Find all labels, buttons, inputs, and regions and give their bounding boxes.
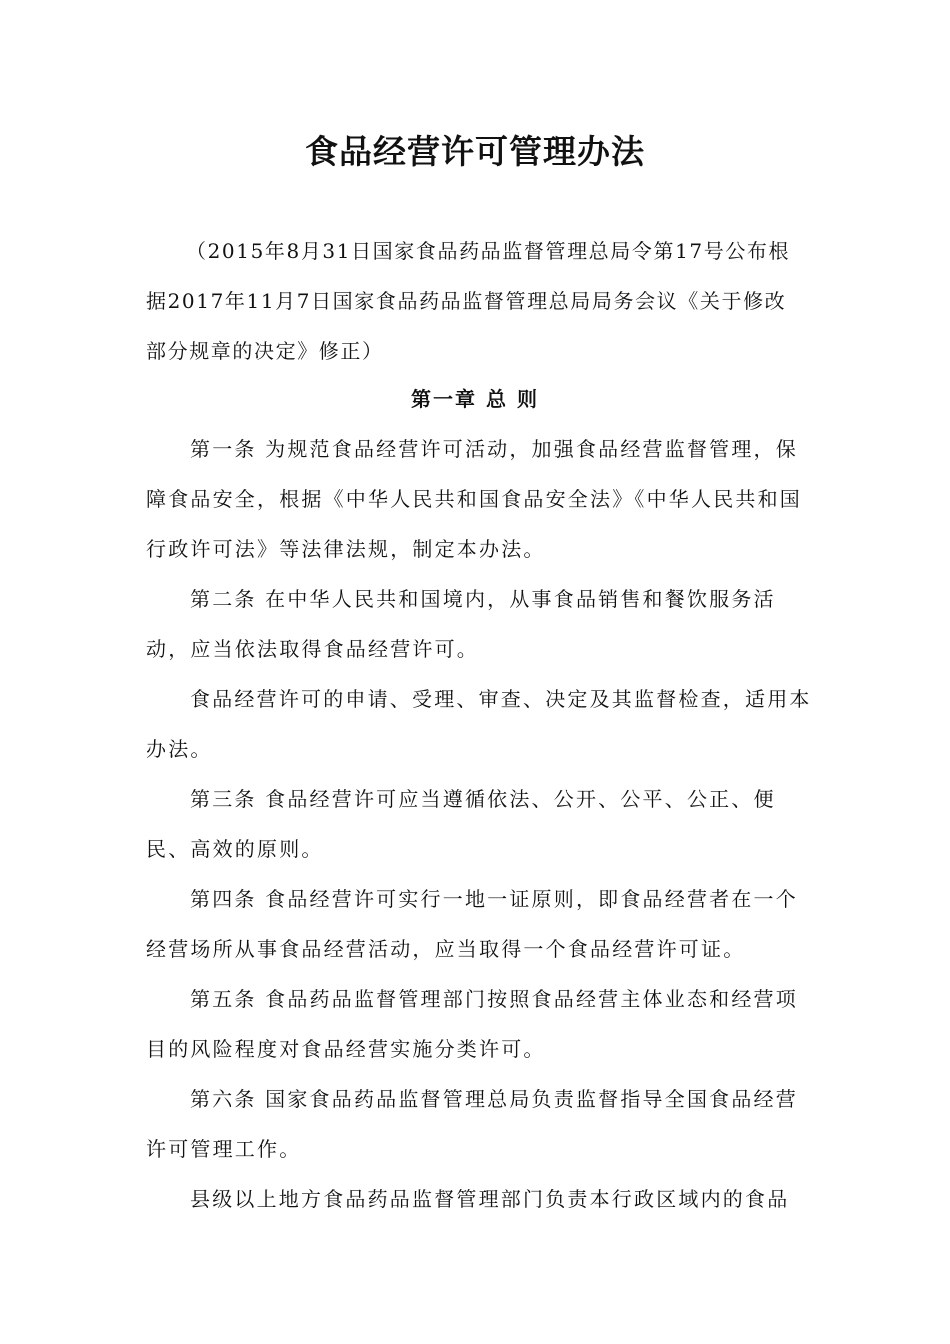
article-list bbox=[146, 424, 818, 1224]
article-5: 第五条 食品药品监督管理部门按照食品经营主体业态和经营项目的风险程度对食品经营实施分类许可。 bbox=[146, 987, 798, 1061]
publication-note: （2015年8月31日国家食品药品监督管理总局令第17号公布根据2017年11月7日国家食品药品监督管理总局局务会议《关于修改部分规章的决定》修正） bbox=[146, 239, 791, 363]
article-4: 第四条 食品经营许可实行一地一证原则，即食品经营者在一个经营场所从事食品经营活动，应当取得一个食品经营许可证。 bbox=[146, 887, 798, 961]
document-title: 食品经营许可管理办法 bbox=[305, 132, 645, 171]
chapter-heading: 第一章 总 则 bbox=[411, 387, 539, 411]
article-2: 第二条 在中华人民共和国境内，从事食品销售和餐饮服务活动，应当依法取得食品经营许可。 bbox=[146, 587, 776, 661]
article-6-paragraph: 县级以上地方食品药品监督管理部门负责本行政区域内的食品 bbox=[190, 1187, 790, 1211]
article-2-paragraph: 食品经营许可的申请、受理、审查、决定及其监督检查，适用本办法。 bbox=[146, 687, 812, 761]
article-3: 第三条 食品经营许可应当遵循依法、公开、公平、公正、便民、高效的原则。 bbox=[146, 787, 776, 861]
article-6: 第六条 国家食品药品监督管理总局负责监督指导全国食品经营许可管理工作。 bbox=[146, 1087, 798, 1161]
article-1: 第一条 为规范食品经营许可活动，加强食品经营监督管理，保障食品安全，根据《中华人民共和国食品安全法》《中华人民共和国行政许可法》等法律法规，制定本办法。 bbox=[146, 437, 802, 561]
